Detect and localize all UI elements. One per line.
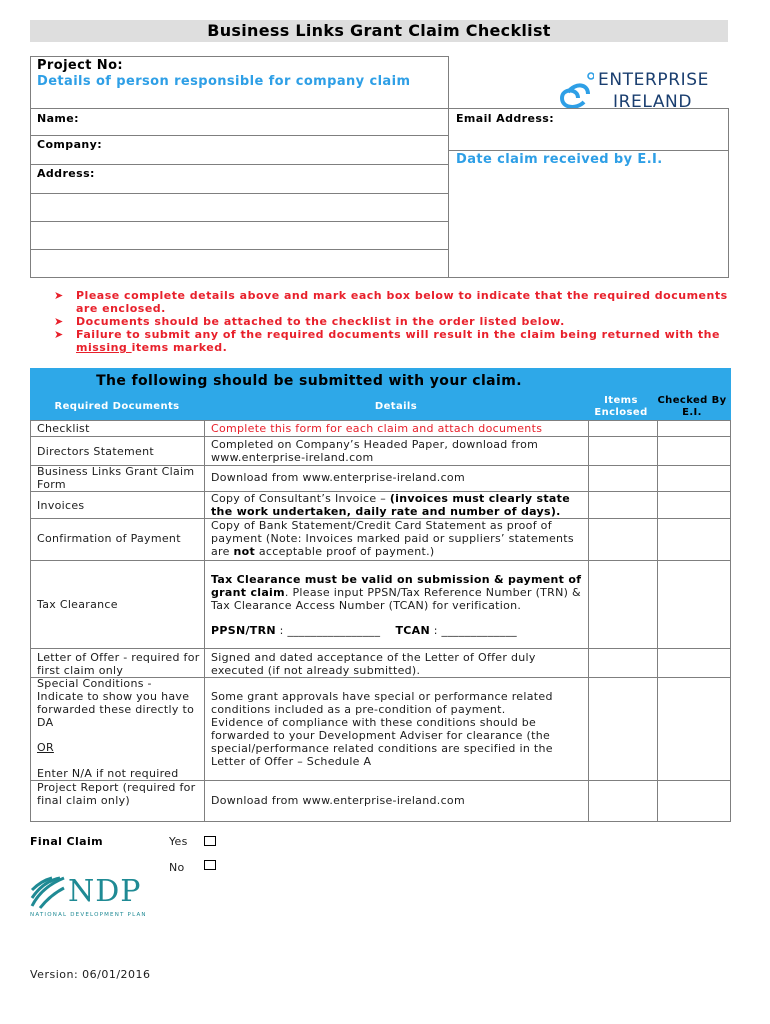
- det-invoices: Copy of Consultant’s Invoice – (invoices must clearly state the work undertaken, daily rate and number of days).: [211, 492, 570, 518]
- logo-word-enterprise: ENTERPRISE: [598, 70, 710, 90]
- row-line: [30, 436, 731, 437]
- address-label: Address:: [37, 167, 95, 180]
- det-letter-of-offer: Signed and dated acceptance of the Letter of Offer duly executed (if not already submitted).: [211, 651, 536, 677]
- email-label: Email Address:: [456, 112, 555, 125]
- address-line-4[interactable]: [30, 249, 449, 278]
- row-line: [30, 648, 731, 649]
- req-tax-clearance: Tax Clearance: [37, 598, 118, 611]
- req-invoices: Invoices: [37, 499, 85, 512]
- project-no-label: Project No:: [37, 58, 123, 73]
- final-claim-label: Final Claim: [30, 835, 104, 848]
- final-claim-yes-label: Yes: [169, 835, 188, 848]
- ndp-logo: [30, 876, 148, 920]
- req-confirmation-payment: Confirmation of Payment: [37, 532, 181, 545]
- req-grant-claim-form: Business Links Grant Claim Form: [37, 465, 195, 491]
- ppsn-tcan-fields[interactable]: PPSN/TRN : ________________ TCAN : _____________: [211, 624, 517, 637]
- instructions-list: [54, 289, 734, 354]
- det-grant-claim-form: Download from www.enterprise-ireland.com: [211, 471, 465, 484]
- address-line-2[interactable]: [30, 193, 449, 222]
- row-line: [30, 420, 731, 421]
- col-details: Details: [374, 401, 418, 412]
- col-required-documents: Required Documents: [54, 401, 180, 412]
- req-letter-of-offer: Letter of Offer - required for first claim only: [37, 651, 200, 677]
- det-special-conditions: Some grant approvals have special or performance related conditions included as a pre-condition of payment. Evidence of compliance with these conditions should be forwarded to your Development Adviser for clearance (the special/performance related conditions are specified in the Letter of Offer – Schedule A: [211, 690, 553, 768]
- table-border-right: [730, 420, 731, 822]
- req-project-report: Project Report (required for final claim only): [37, 781, 196, 807]
- arrow-bullet-icon: ➤: [54, 328, 64, 341]
- req-directors-statement: Directors Statement: [37, 445, 154, 458]
- table-border-left: [30, 420, 31, 822]
- final-claim-no-label: No: [169, 861, 185, 874]
- table-divider-items: [657, 420, 658, 822]
- det-checklist: Complete this form for each claim and attach documents: [211, 422, 543, 435]
- arrow-bullet-icon: ➤: [54, 315, 64, 328]
- instruction-item: ➤ Failure to submit any of the required documents will result in the claim being returned with the missing items marked.: [54, 328, 720, 354]
- table-divider-req: [204, 420, 205, 822]
- instruction-item: ➤ Please complete details above and mark each box below to indicate that the required documents are enclosed.: [54, 289, 728, 315]
- det-project-report: Download from www.enterprise-ireland.com: [211, 794, 465, 807]
- col-items-enclosed: Items Enclosed: [594, 395, 648, 418]
- det-tax-clearance: Tax Clearance must be valid on submission & payment of grant claim. Please input PPSN/Tax Reference Number (TRN) & Tax Clearance Access Number (TCAN) for verification.: [211, 573, 582, 612]
- req-special-or: OR: [37, 741, 54, 754]
- det-confirmation-payment: Copy of Bank Statement/Credit Card Statement as proof of payment (Note: Invoices marked paid or suppliers’ statements are not acceptable proof of payment.): [211, 519, 574, 558]
- final-claim-no-checkbox[interactable]: [204, 860, 216, 870]
- req-special-conditions: Special Conditions - Indicate to show you have forwarded these directly to DA: [37, 677, 195, 729]
- ndp-logo-subtext: NATIONAL DEVELOPMENT PLAN: [30, 912, 147, 918]
- instruction-item: ➤ Documents should be attached to the checklist in the order listed below.: [54, 315, 565, 328]
- det-directors-statement: Completed on Company’s Headed Paper, download from www.enterprise-ireland.com: [211, 438, 539, 464]
- final-claim-yes-checkbox[interactable]: [204, 836, 216, 846]
- version-label: Version: 06/01/2016: [30, 968, 151, 981]
- checklist-table-header: [30, 368, 731, 420]
- date-received-label: Date claim received by E.I.: [456, 152, 663, 167]
- row-line: [30, 821, 731, 822]
- arrow-bullet-icon: ➤: [54, 289, 64, 302]
- table-title: The following should be submitted with your claim.: [96, 373, 522, 389]
- row-line: [30, 560, 731, 561]
- logo-word-ireland: IRELAND: [613, 92, 693, 112]
- req-checklist: Checklist: [37, 422, 90, 435]
- address-line-3[interactable]: [30, 221, 449, 250]
- date-received-field[interactable]: [448, 150, 729, 278]
- page-title: Business Links Grant Claim Checklist: [30, 20, 728, 42]
- ndp-logo-text: NDP: [68, 874, 142, 909]
- name-label: Name:: [37, 112, 79, 125]
- responsible-heading: Details of person responsible for company claim: [37, 74, 411, 89]
- req-special-na: Enter N/A if not required: [37, 767, 179, 780]
- col-checked-by-ei: Checked By E.I.: [657, 395, 727, 418]
- company-label: Company:: [37, 138, 102, 151]
- name-field[interactable]: [30, 108, 449, 136]
